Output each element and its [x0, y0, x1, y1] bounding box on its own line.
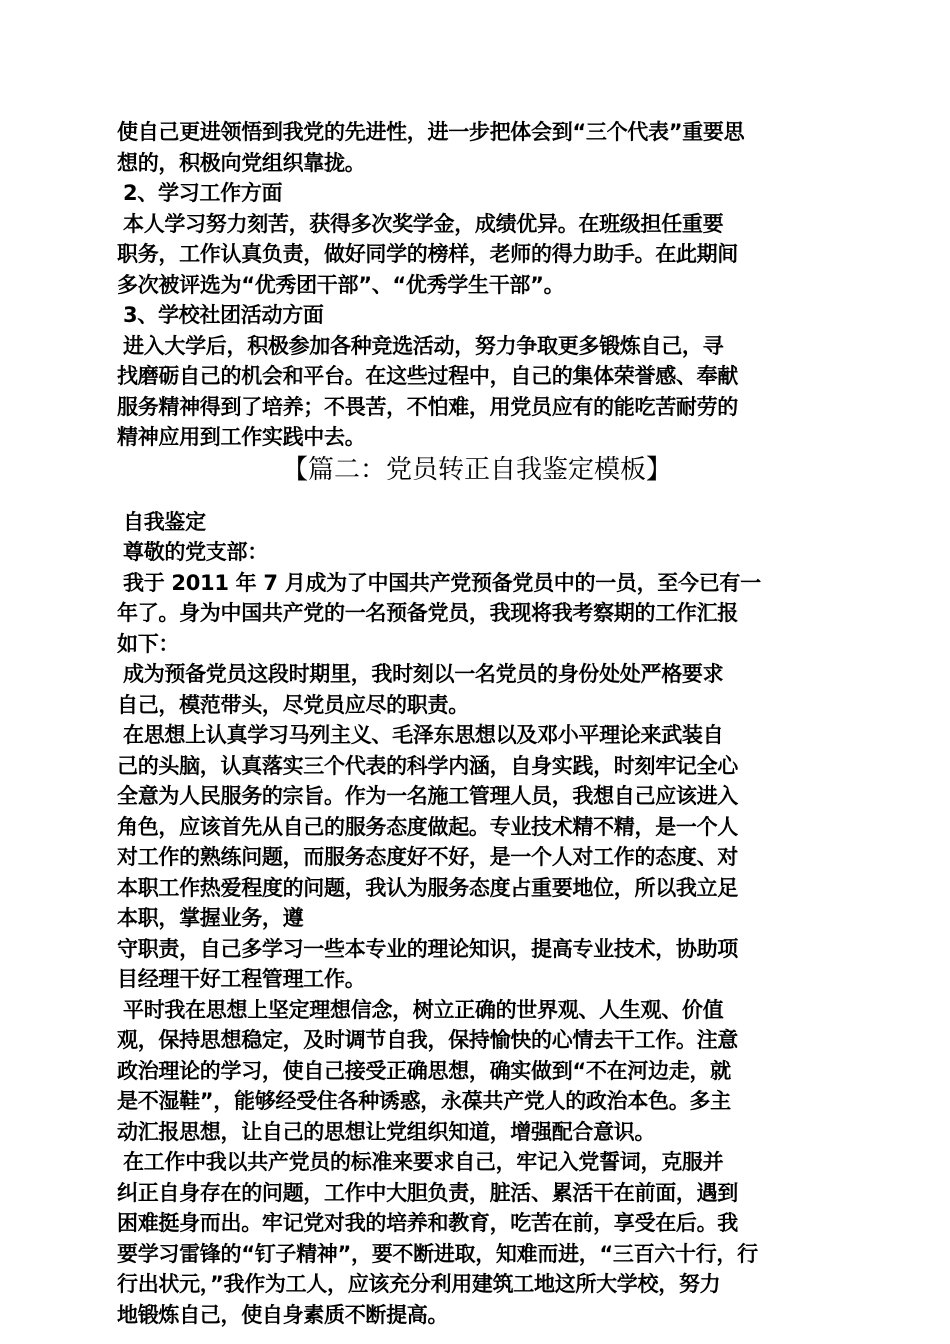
text-line: 地锻炼自己，使自身素质不断提高。 [117, 1302, 449, 1327]
salutation: 尊敬的党支部： [123, 540, 268, 564]
text-line: 要学习雷锋的“钉子精神”，要不断进取，知难而进，“三百六十行，行 [117, 1241, 758, 1266]
section-heading-club-activities: 3、学校社团活动方面 [123, 303, 324, 327]
text-line: 平时我在思想上坚定理想信念，树立正确的世界观、人生观、价值 [123, 997, 724, 1022]
paragraph-2 [117, 659, 837, 720]
text-line: 多次被评选为“优秀团干部”、“优秀学生干部”。 [117, 272, 565, 297]
text-line: 服务精神得到了培养；不畏苦，不怕难，用党员应有的能吃苦耐劳的 [117, 394, 738, 419]
text-line: 本职工作热爱程度的问题，我认为服务态度占重要地位，所以我立足 [117, 875, 738, 900]
text-line: 己的头脑，认真落实三个代表的科学内涵，自身实践，时刻牢记全心 [117, 753, 738, 778]
text-line: 找磨砺自己的机会和平台。在这些过程中，自己的集体荣誉感、奉献 [117, 364, 738, 388]
text-line: 守职责，自己多学习一些本专业的理论知识，提高专业技术，协助项 [117, 936, 738, 961]
text-line: 目经理干好工程管理工作。 [117, 967, 366, 991]
text-line: 困难挺身而出。牢记党对我的培养和教育，吃苦在前，享受在后。我 [117, 1211, 738, 1235]
document-page [117, 117, 837, 1330]
intro-paragraph [117, 117, 837, 178]
paragraph-3 [117, 720, 837, 995]
text-line: 是不湿鞋”，能够经受住各种诱惑，永葆共产党人的政治本色。多主 [117, 1089, 731, 1113]
text-line: 对工作的熟练问题，而服务态度好不好，是一个人对工作的态度、对 [117, 845, 738, 869]
text-line: 全意为人民服务的宗旨。作为一名施工管理人员，我想自己应该进入 [117, 784, 738, 808]
text-line: 本人学习努力刻苦，获得多次奖学金，成绩优异。在班级担任重要 [123, 211, 724, 236]
paragraph-5 [117, 1147, 837, 1330]
text-line: 角色，应该首先从自己的服务态度做起。专业技术精不精，是一个人 [117, 814, 738, 839]
text-line: 行出状元，”我作为工人，应该充分利用建筑工地这所大学校，努力 [117, 1272, 721, 1296]
text-line: 年了。身为中国共产党的一名预备党员，我现将我考察期的工作汇报 [117, 601, 738, 625]
paragraph-1 [117, 568, 837, 660]
text-line: 本职，掌握业务，遵 [117, 906, 304, 930]
self-assessment-heading: 自我鉴定 [123, 509, 206, 534]
text-line: 我于 2011 年 7 月成为了中国共产党预备党员中的一员，至今已有一 [123, 570, 761, 595]
text-line: 自己，模范带头，尽党员应尽的职责。 [117, 692, 469, 717]
text-line: 在思想上认真学习马列主义、毛泽东思想以及邓小平理论来武装自 [123, 723, 724, 747]
section-heading-study-work: 2、学习工作方面 [123, 181, 283, 205]
club-activities-paragraph [117, 331, 837, 453]
text-line: 进入大学后，积极参加各种竞选活动，努力争取更多锻炼自己，寻 [123, 333, 724, 358]
text-line: 如下： [117, 631, 180, 656]
text-line: 职务，工作认真负责，做好同学的榜样，老师的得力助手。在此期间 [117, 242, 738, 266]
text-line: 使自己更进领悟到我党的先进性，进一步把体会到“三个代表”重要思 [117, 120, 745, 144]
paragraph-4 [117, 995, 837, 1148]
text-line: 观，保持思想稳定，及时调节自我，保持愉快的心情去干工作。注意 [117, 1028, 738, 1052]
text-line: 政治理论的学习，使自己接受正确思想，确实做到“不在河边走，就 [117, 1058, 731, 1083]
text-line: 在工作中我以共产党员的标准来要求自己，牢记入党誓词，克服并 [123, 1150, 724, 1174]
text-line: 纠正自身存在的问题，工作中大胆负责，脏活、累活干在前面，遇到 [117, 1180, 738, 1205]
study-work-paragraph [117, 209, 837, 301]
text-line: 想的，积极向党组织靠拢。 [117, 150, 366, 175]
text-line: 成为预备党员这段时期里，我时刻以一名党员的身份处处严格要求 [123, 662, 724, 686]
text-line: 动汇报思想，让自己的思想让党组织知道，增强配合意识。 [117, 1119, 656, 1144]
text-line: 精神应用到工作实践中去。 [117, 425, 366, 449]
article-title: 【篇二：党员转正自我鉴定模板】 [281, 454, 672, 485]
